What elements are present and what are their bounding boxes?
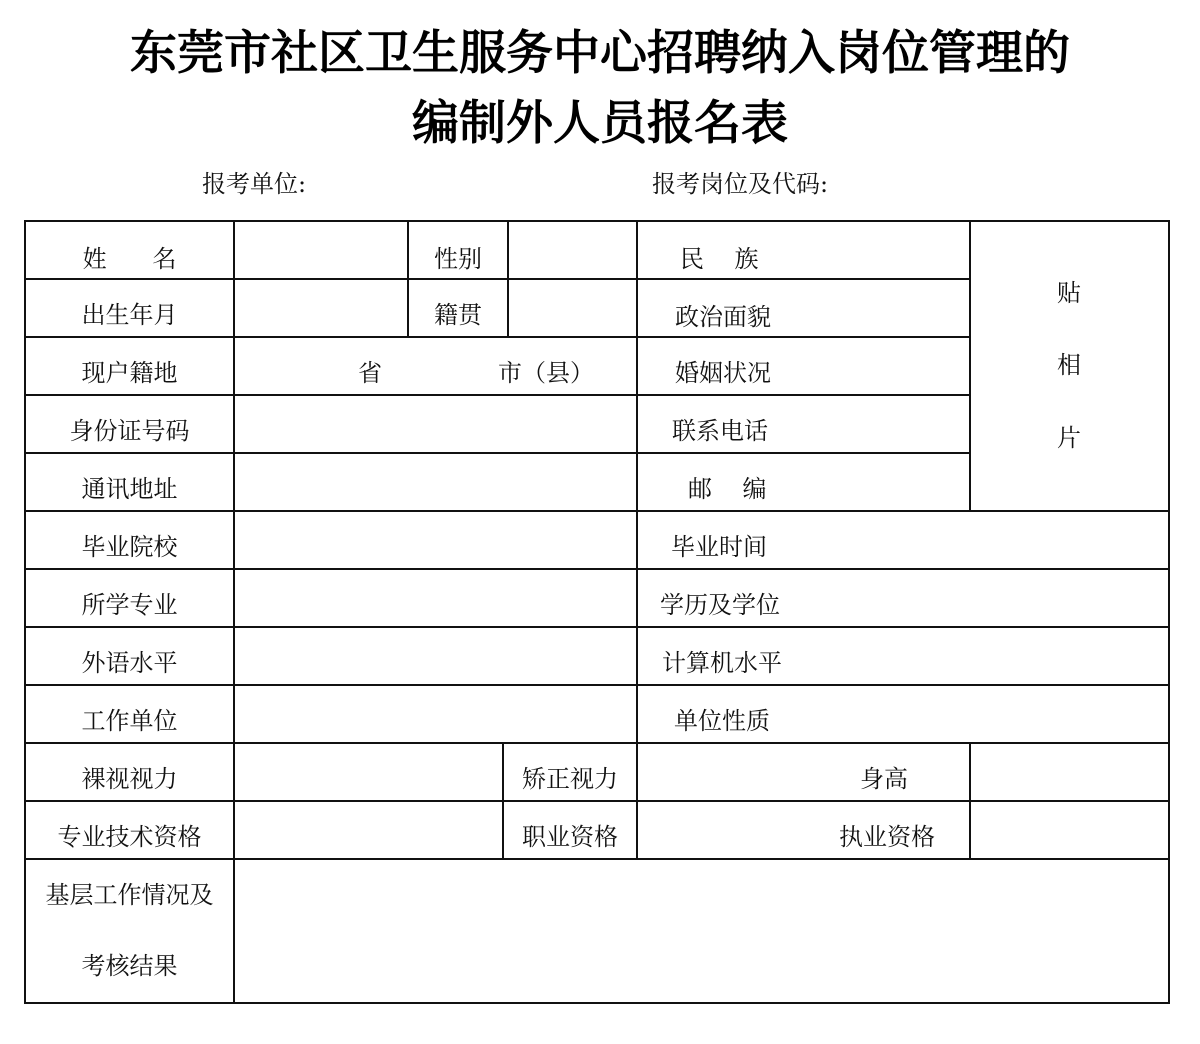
photo-label-3: 片: [1057, 424, 1081, 452]
graduation-time-field[interactable]: [800, 512, 1168, 568]
postcode-label: 邮 编: [688, 475, 767, 503]
professional-qualification-field[interactable]: [638, 802, 834, 858]
phone-field[interactable]: [800, 396, 969, 452]
postcode-field[interactable]: [800, 454, 969, 510]
table-border-bottom: [24, 1002, 1170, 1004]
table-border-right: [1168, 220, 1170, 1004]
graduation-time-label: 毕业时间: [671, 533, 767, 561]
corrected-vision-label: 矫正视力: [522, 765, 618, 793]
grassroots-work-label-line-1: 基层工作情况及: [45, 881, 214, 909]
technical-qualification-field[interactable]: [235, 802, 502, 858]
id-number-label: 身份证号码: [69, 417, 190, 445]
naked-vision-field[interactable]: [235, 744, 502, 800]
foreign-language-field[interactable]: [235, 628, 636, 684]
education-degree-field[interactable]: [800, 570, 1168, 626]
city-county-label: 市（县）: [498, 359, 594, 387]
ethnicity-label: 民 族: [680, 245, 759, 273]
name-label: 姓 名: [82, 245, 177, 273]
work-unit-label: 工作单位: [81, 707, 178, 735]
major-label: 所学专业: [81, 591, 178, 619]
height-label: 身高: [860, 765, 908, 793]
foreign-language-label: 外语水平: [81, 649, 178, 677]
gender-label: 性别: [434, 245, 482, 273]
school-field[interactable]: [235, 512, 636, 568]
work-unit-field[interactable]: [235, 686, 636, 742]
corrected-vision-field[interactable]: [638, 744, 848, 800]
photo-label-1: 贴: [1057, 279, 1081, 307]
unit-nature-label: 单位性质: [674, 707, 770, 735]
birth-label: 出生年月: [81, 301, 178, 329]
birth-field[interactable]: [235, 280, 407, 336]
school-label: 毕业院校: [81, 533, 178, 561]
title-line-2: 编制外人员报名表: [412, 96, 788, 151]
professional-qualification-label: 职业资格: [522, 823, 618, 851]
marital-status-field[interactable]: [800, 338, 969, 394]
education-degree-label: 学历及学位: [660, 591, 780, 619]
computer-level-label: 计算机水平: [662, 649, 782, 677]
naked-vision-label: 裸视视力: [81, 765, 178, 793]
household-field[interactable]: [235, 338, 636, 394]
political-status-label: 政治面貌: [675, 303, 771, 331]
native-place-field[interactable]: [509, 280, 636, 336]
id-number-field[interactable]: [235, 396, 636, 452]
grassroots-work-field[interactable]: [235, 860, 1168, 1002]
apply-unit-label: 报考单位:: [202, 170, 307, 198]
ethnicity-field[interactable]: [800, 222, 969, 278]
technical-qualification-label: 专业技术资格: [57, 823, 202, 851]
political-status-field[interactable]: [800, 280, 969, 336]
household-label: 现户籍地: [81, 359, 178, 387]
native-place-label: 籍贯: [434, 301, 482, 329]
province-label: 省: [358, 359, 382, 387]
phone-label: 联系电话: [672, 417, 768, 445]
height-field[interactable]: [971, 744, 1168, 800]
name-field[interactable]: [235, 222, 407, 278]
grassroots-work-label-line-2: 考核结果: [81, 952, 178, 980]
address-label: 通讯地址: [81, 475, 178, 503]
practice-qualification-field[interactable]: [971, 802, 1168, 858]
gender-field[interactable]: [509, 222, 636, 278]
computer-level-field[interactable]: [800, 628, 1168, 684]
title-line-1: 东莞市社区卫生服务中心招聘纳入岗位管理的: [130, 26, 1070, 81]
major-field[interactable]: [235, 570, 636, 626]
photo-label-2: 相: [1057, 351, 1081, 379]
marital-status-label: 婚姻状况: [675, 359, 771, 387]
address-field[interactable]: [235, 454, 636, 510]
unit-nature-field[interactable]: [800, 686, 1168, 742]
apply-post-label: 报考岗位及代码:: [652, 170, 829, 198]
practice-qualification-label: 执业资格: [839, 823, 935, 851]
